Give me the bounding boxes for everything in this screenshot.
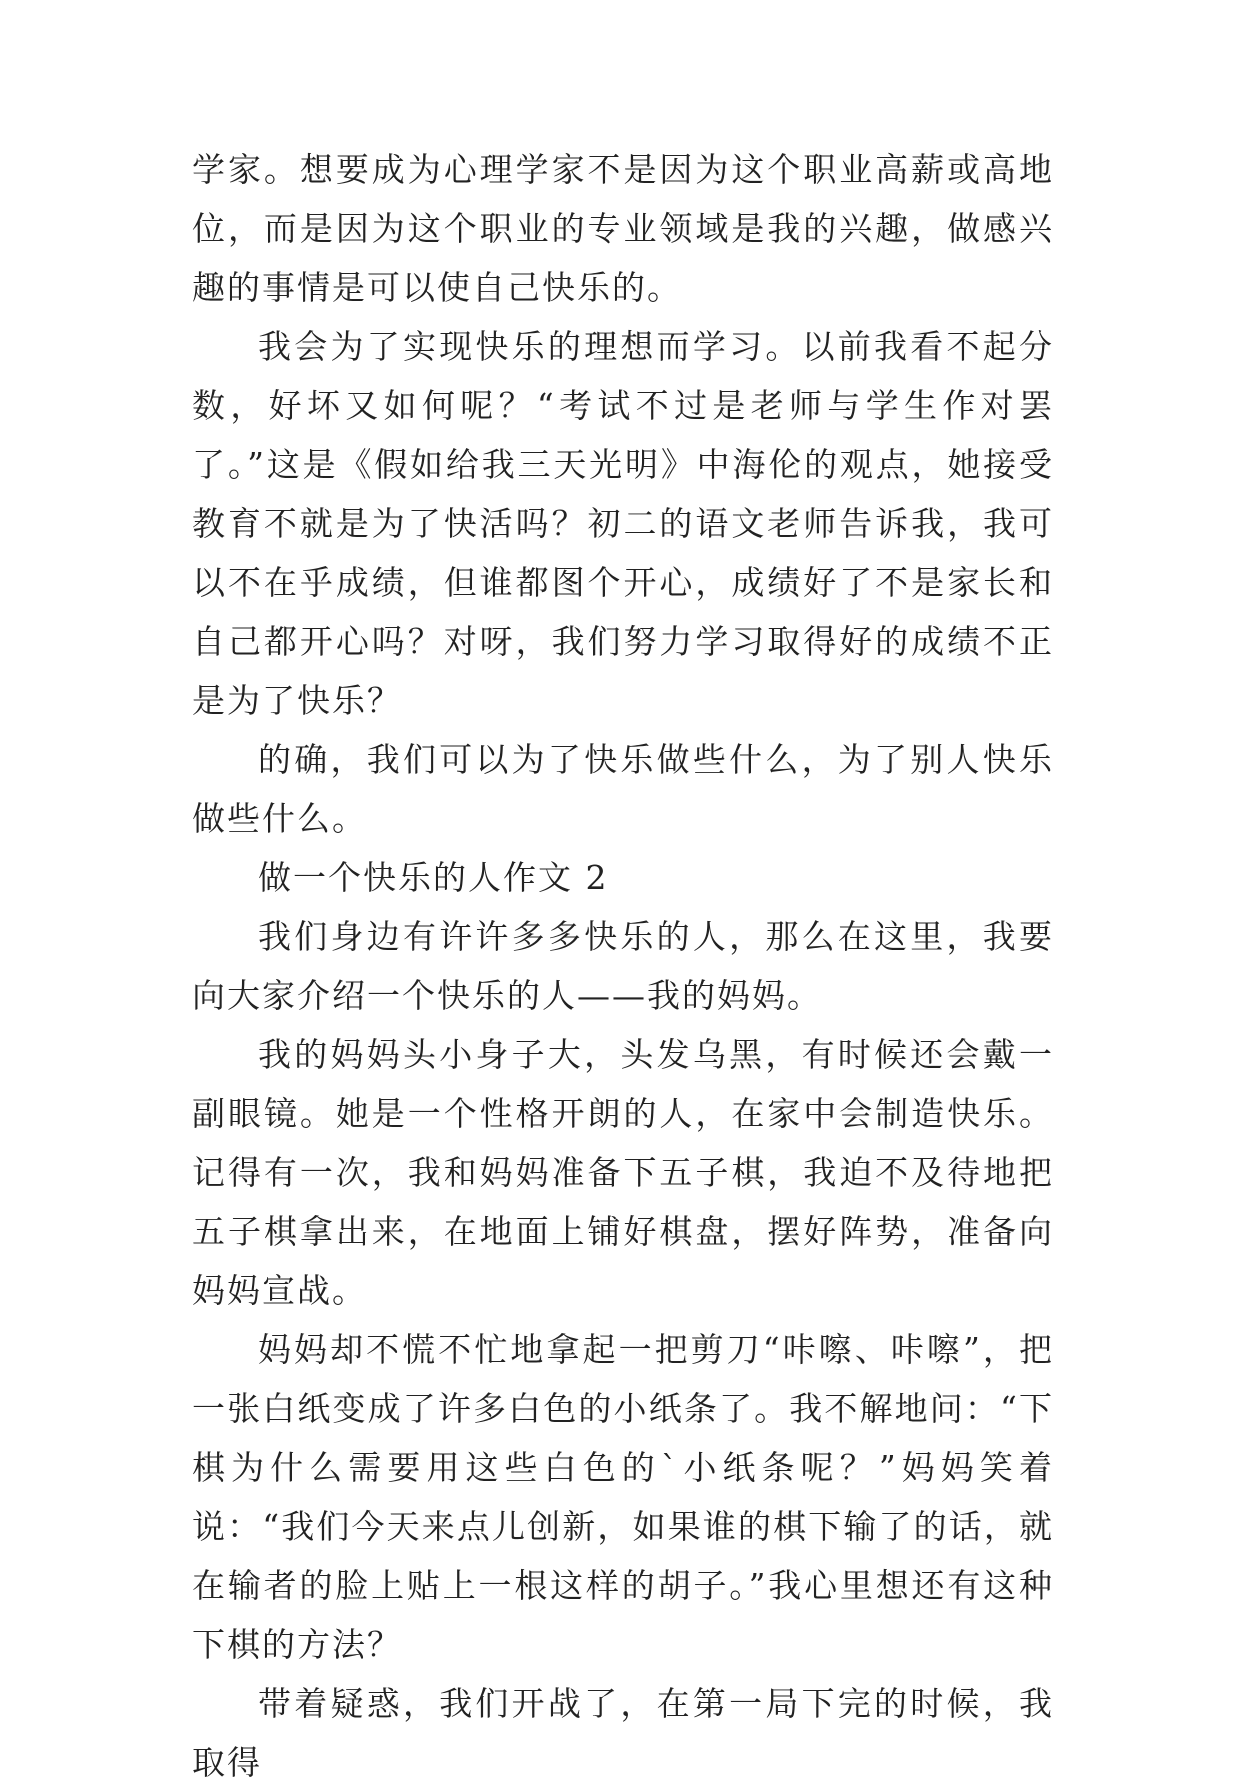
section-heading: 做一个快乐的人作文 2 xyxy=(258,858,609,897)
paragraph-5: 我的妈妈头小身子大，头发乌黑，有时候还会戴一副眼镜。她是一个性格开朗的人，在家中会制造快乐。记得有一次，我和妈妈准备下五子棋，我迫不及待地把五子棋拿出来，在地面上铺好棋盘，摆好阵势，准备向妈妈宣战。 xyxy=(192,1035,1054,1310)
paragraph-3: 的确，我们可以为了快乐做些什么，为了别人快乐做些什么。 xyxy=(192,740,1054,838)
paragraph-4: 我们身边有许许多多快乐的人，那么在这里，我要向大家介绍一个快乐的人——我的妈妈。 xyxy=(192,917,1054,1015)
document-body xyxy=(192,140,1054,1792)
paragraph-6: 妈妈却不慌不忙地拿起一把剪刀“咔嚓、咔嚓”，把一张白纸变成了许多白色的小纸条了。我不解地问：“下棋为什么需要用这些白色的`小纸条呢？”妈妈笑着说：“我们今天来点儿创新，如果谁的棋下输了的话，就在输者的脸上贴上一根这样的胡子。”我心里想还有这种下棋的方法？ xyxy=(192,1330,1054,1664)
paragraph-7: 带着疑惑，我们开战了，在第一局下完的时候，我取得 xyxy=(192,1684,1054,1782)
paragraph-2: 我会为了实现快乐的理想而学习。以前我看不起分数，好坏又如何呢？“考试不过是老师与学生作对罢了。”这是《假如给我三天光明》中海伦的观点，她接受教育不就是为了快活吗？初二的语文老师告诉我，我可以不在乎成绩，但谁都图个开心，成绩好了不是家长和自己都开心吗？对呀，我们努力学习取得好的成绩不正是为了快乐？ xyxy=(192,327,1054,720)
paragraph-1: 学家。想要成为心理学家不是因为这个职业高薪或高地位，而是因为这个职业的专业领域是我的兴趣，做感兴趣的事情是可以使自己快乐的。 xyxy=(192,150,1054,307)
